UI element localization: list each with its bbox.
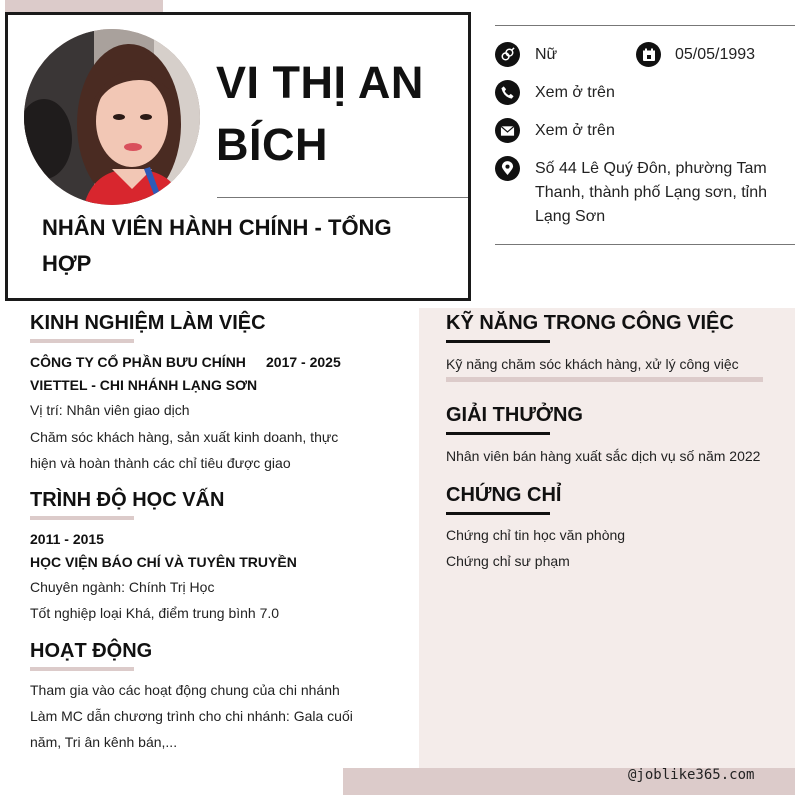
gender-icon bbox=[495, 42, 520, 67]
education-result: Tốt nghiệp loại Khá, điểm trung bình 7.0 bbox=[30, 605, 280, 621]
birthday-value: 05/05/1993 bbox=[675, 46, 756, 63]
name-line-2: BÍCH bbox=[216, 119, 328, 170]
activity-line-3: năm, Tri ân kênh bán,... bbox=[30, 734, 178, 750]
experience-desc-line-1: Chăm sóc khách hàng, sản xuất kinh doanh, thực bbox=[30, 429, 339, 445]
certificate-item-2: Chứng chỉ sư phạm bbox=[446, 553, 570, 569]
experience-heading-underline bbox=[30, 339, 134, 343]
address-line-1: Số 44 Lê Quý Đôn, phường Tam bbox=[535, 160, 767, 177]
phone-icon bbox=[495, 80, 520, 105]
experience-period: 2017 - 2025 bbox=[266, 354, 341, 370]
education-heading-underline bbox=[30, 516, 134, 520]
education-major: Chuyên ngành: Chính Trị Học bbox=[30, 579, 215, 595]
location-pin-icon bbox=[495, 156, 520, 181]
phone-value: Xem ở trên bbox=[535, 84, 615, 101]
education-period: 2011 - 2015 bbox=[30, 531, 104, 547]
name-divider bbox=[217, 197, 468, 198]
candidate-name bbox=[216, 52, 456, 176]
experience-heading: KINH NGHIỆM LÀM VIỆC bbox=[30, 312, 266, 334]
awards-heading: GIẢI THƯỞNG bbox=[446, 404, 583, 426]
activities-heading: HOẠT ĐỘNG bbox=[30, 640, 153, 662]
skill-level-fill bbox=[446, 377, 763, 382]
calendar-icon bbox=[636, 42, 661, 67]
contact-bottom-divider bbox=[495, 244, 795, 245]
skills-heading-underline bbox=[446, 340, 550, 343]
experience-desc-line-2: hiện và hoàn thành các chỉ tiêu được giao bbox=[30, 455, 291, 471]
activities-heading-underline bbox=[30, 667, 134, 671]
company-name-line-1: CÔNG TY CỔ PHẦN BƯU CHÍNH bbox=[30, 354, 246, 370]
job-title-line-2: HỢP bbox=[42, 251, 92, 276]
certificate-item-1: Chứng chỉ tin học văn phòng bbox=[446, 527, 626, 543]
name-line-1: VI THỊ AN bbox=[216, 57, 424, 108]
address-value bbox=[535, 157, 790, 229]
award-item: Nhân viên bán hàng xuất sắc dịch vụ số năm 2022 bbox=[446, 448, 761, 464]
address-line-2: Thanh, thành phố Lạng sơn, tỉnh bbox=[535, 184, 767, 201]
awards-heading-underline bbox=[446, 432, 550, 435]
address-line-3: Lạng Sơn bbox=[535, 208, 606, 225]
company-name-line-2: VIETTEL - CHI NHÁNH LẠNG SƠN bbox=[30, 377, 258, 393]
experience-position: Vị trí: Nhân viên giao dịch bbox=[30, 402, 190, 418]
gender-value: Nữ bbox=[535, 46, 558, 63]
job-title bbox=[42, 210, 452, 282]
activity-line-1: Tham gia vào các hoạt động chung của chi nhánh bbox=[30, 682, 340, 698]
skill-item: Kỹ năng chăm sóc khách hàng, xử lý công việc bbox=[446, 356, 739, 372]
profile-photo bbox=[24, 29, 200, 205]
skill-level-track bbox=[446, 377, 763, 382]
contact-top-divider bbox=[495, 25, 795, 26]
watermark[interactable]: @joblike365.com bbox=[628, 767, 755, 783]
skills-heading: KỸ NĂNG TRONG CÔNG VIỆC bbox=[446, 312, 734, 334]
certificates-heading-underline bbox=[446, 512, 550, 515]
email-value: Xem ở trên bbox=[535, 122, 615, 139]
education-heading: TRÌNH ĐỘ HỌC VẤN bbox=[30, 489, 225, 511]
education-school: HỌC VIỆN BÁO CHÍ VÀ TUYÊN TRUYỀN bbox=[30, 554, 297, 570]
job-title-line-1: NHÂN VIÊN HÀNH CHÍNH - TỔNG bbox=[42, 215, 392, 240]
activity-line-2: Làm MC dẫn chương trình cho chi nhánh: Gala cuối bbox=[30, 708, 353, 724]
certificates-heading: CHỨNG CHỈ bbox=[446, 484, 562, 506]
mail-icon bbox=[495, 118, 520, 143]
